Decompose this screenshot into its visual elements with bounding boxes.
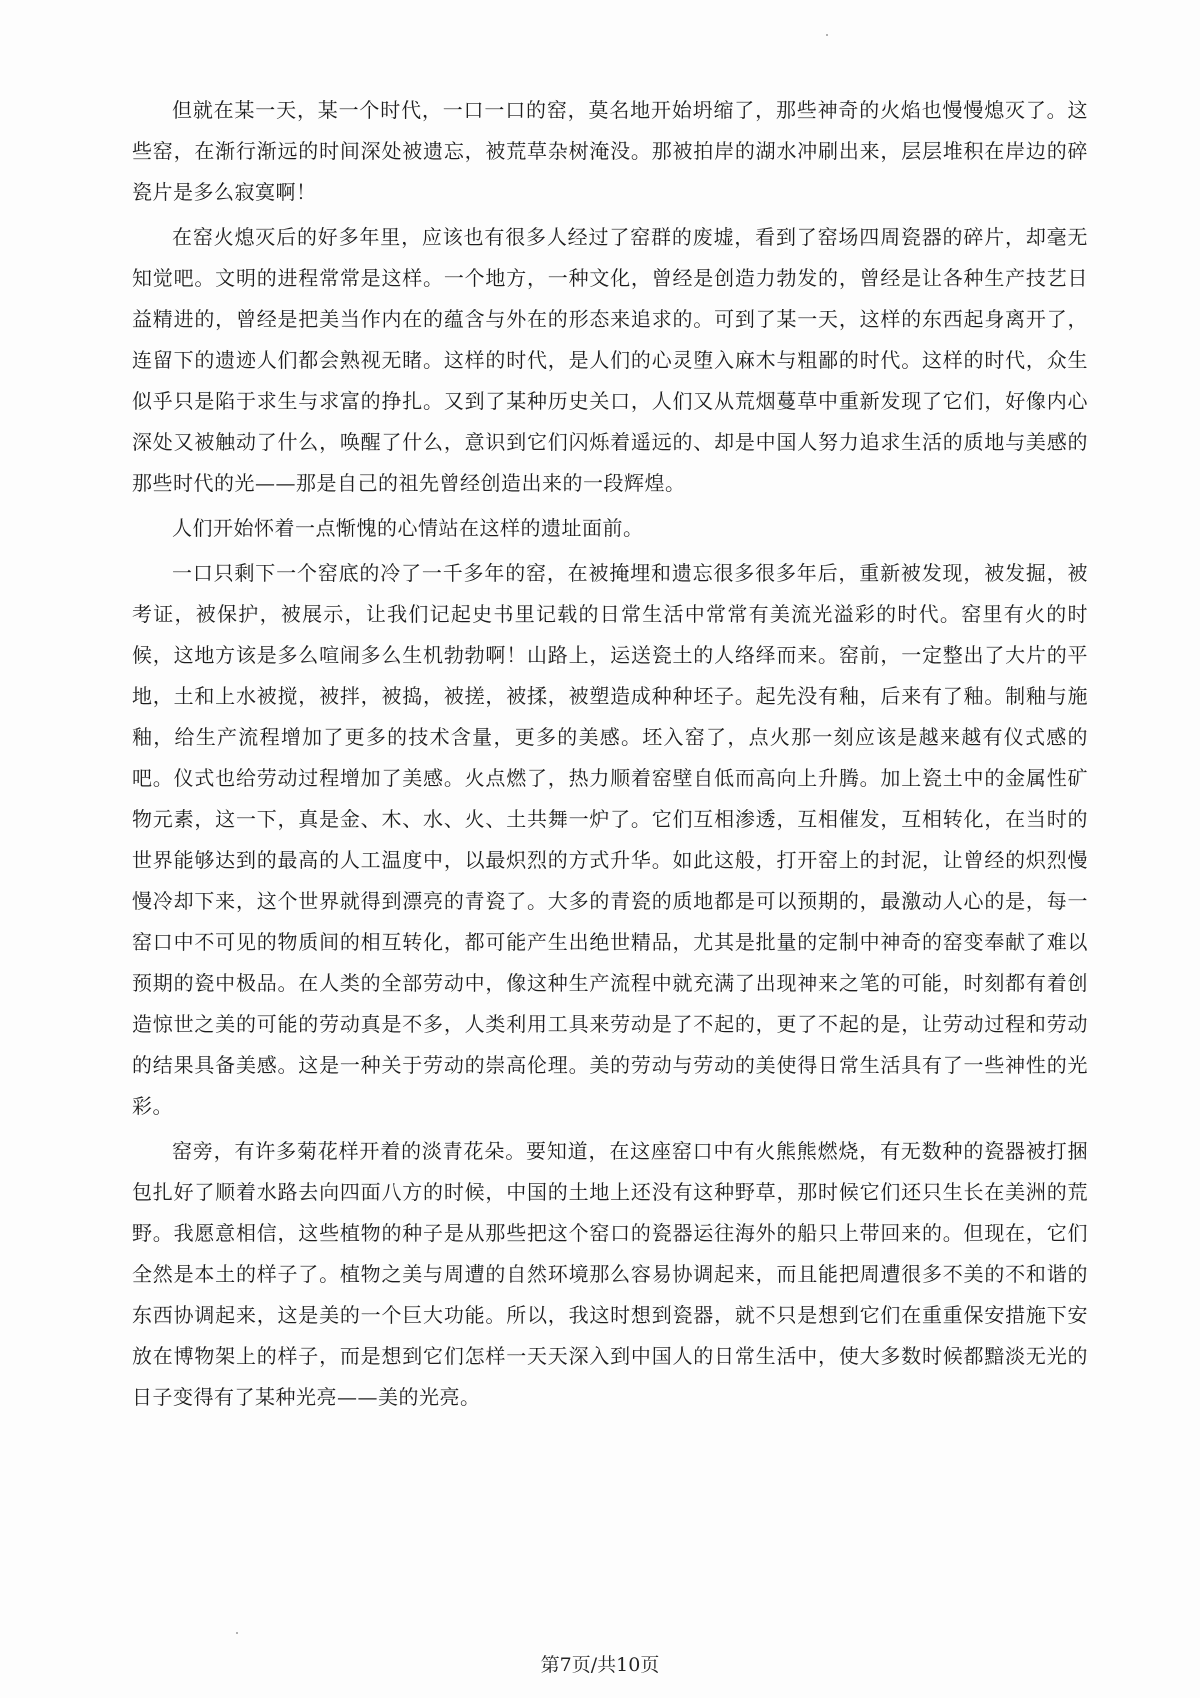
paragraph: 一口只剩下一个窑底的冷了一千多年的窑，在被掩埋和遗忘很多很多年后，重新被发现，被发掘，被考证，被保护，被展示，让我们记起史书里记载的日常生活中常常有美流光溢彩的时代。窑里有火的时候，这地方该是多么喧闹多么生机勃勃啊！山路上，运送瓷土的人络绎而来。窑前，一定整出了大片的平地，土和上水被搅，被拌，被捣，被搓，被揉，被塑造成种种坯子。起先没有釉，后来有了釉。制釉与施釉，给生产流程增加了更多的技术含量，更多的美感。坯入窑了，点火那一刻应该是越来越有仪式感的吧。仪式也给劳动过程增加了美感。火点燃了，热力顺着窑壁自低而高向上升腾。加上瓷土中的金属性矿物元素，这一下，真是金、木、水、火、土共舞一炉了。它们互相渗透，互相催发，互相转化，在当时的世界能够达到的最高的人工温度中，以最炽烈的方式升华。如此这般，打开窑上的封泥，让曾经的炽烈慢慢冷却下来，这个世界就得到漂亮的青瓷了。大多的青瓷的质地都是可以预期的，最激动人心的是，每一窑口中不可见的物质间的相互转化，都可能产生出绝世精品，尤其是批量的定制中神奇的窑变奉献了难以预期的瓷中极品。在人类的全部劳动中，像这种生产流程中就充满了出现神来之笔的可能，时刻都有着创造惊世之美的可能的劳动真是不多，人类利用工具来劳动是了不起的，更了不起的是，让劳动过程和劳动的结果具备美感。这是一种关于劳动的崇高伦理。美的劳动与劳动的美使得日常生活具有了一些神性的光彩。: [132, 561, 1088, 1118]
paragraph: 但就在某一天，某一个时代，一口一口的窑，莫名地开始坍缩了，那些神奇的火焰也慢慢熄灭了。这些窑，在渐行渐远的时间深处被遗忘，被荒草杂树淹没。那被拍岸的湖水冲刷出来，层层堆积在岸边的碎瓷片是多么寂寞啊！: [132, 98, 1088, 204]
paragraph: 在窑火熄灭后的好多年里，应该也有很多人经过了窑群的废墟，看到了窑场四周瓷器的碎片，却毫无知觉吧。文明的进程常常是这样。一个地方，一种文化，曾经是创造力勃发的，曾经是让各种生产技艺日益精进的，曾经是把美当作内在的蕴含与外在的形态来追求的。可到了某一天，这样的东西起身离开了，连留下的遗迹人们都会熟视无睹。这样的时代，是人们的心灵堕入麻木与粗鄙的时代。这样的时代，众生似乎只是陷于求生与求富的挣扎。又到了某种历史关口，人们又从荒烟蔓草中重新发现了它们，好像内心深处又被触动了什么，唤醒了什么，意识到它们闪烁着遥远的、却是中国人努力追求生活的质地与美感的那些时代的光——那是自己的祖先曾经创造出来的一段辉煌。: [132, 225, 1088, 495]
body-text: [132, 90, 1088, 1422]
scan-speck: [236, 1632, 238, 1634]
paragraph: 窑旁，有许多菊花样开着的淡青花朵。要知道，在这座窑口中有火熊熊燃烧，有无数种的瓷器被打捆包扎好了顺着水路去向四面八方的时候，中国的土地上还没有这种野草，那时候它们还只生长在美洲的荒野。我愿意相信，这些植物的种子是从那些把这个窑口的瓷器运往海外的船只上带回来的。但现在，它们全然是本土的样子了。植物之美与周遭的自然环境那么容易协调起来，而且能把周遭很多不美的不和谐的东西协调起来，这是美的一个巨大功能。所以，我这时想到瓷器，就不只是想到它们在重重保安措施下安放在博物架上的样子，而是想到它们怎样一天天深入到中国人的日常生活中，使大多数时候都黯淡无光的日子变得有了某种光亮——美的光亮。: [132, 1139, 1088, 1409]
paragraph: 人们开始怀着一点惭愧的心情站在这样的遗址面前。: [172, 516, 644, 540]
page-number: 第7页/共10页: [540, 1654, 660, 1676]
scan-speck: [826, 34, 828, 36]
